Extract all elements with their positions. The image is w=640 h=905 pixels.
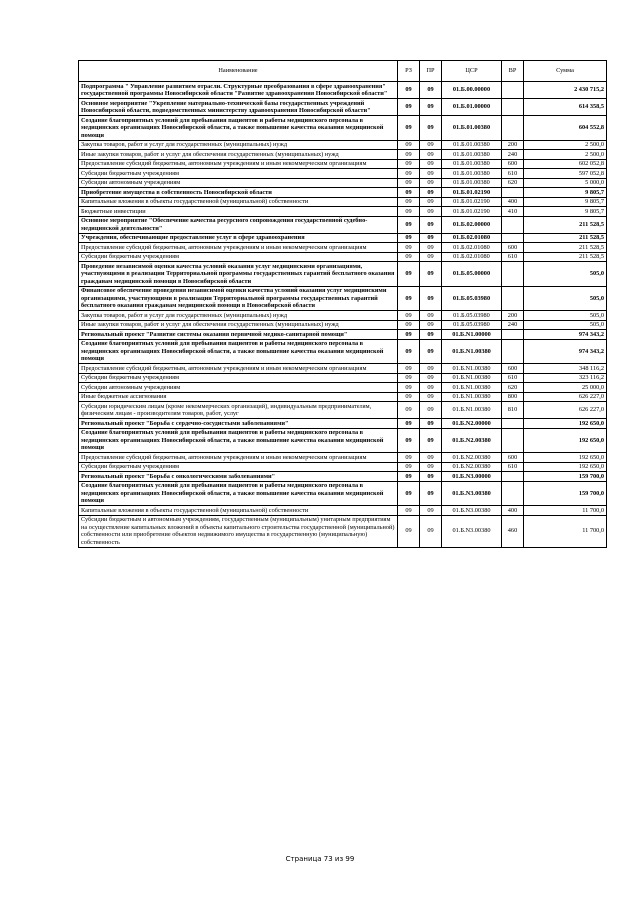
row-vr-cell: 240 (502, 150, 524, 160)
row-pr-cell: 09 (420, 159, 442, 169)
row-rz-cell: 09 (398, 159, 420, 169)
row-vr-cell (502, 419, 524, 429)
table-row (79, 383, 607, 393)
header-csr: ЦСР (442, 61, 502, 82)
row-vr-cell (502, 82, 524, 99)
row-csr-cell: 01.Б.01.00000 (442, 99, 502, 116)
row-vr-cell (502, 330, 524, 340)
row-rz-cell: 09 (398, 188, 420, 198)
row-csr-cell: 01.Б.01.00380 (442, 159, 502, 169)
row-rz-cell: 09 (398, 320, 420, 330)
row-vr-cell: 240 (502, 320, 524, 330)
row-csr-cell: 01.Б.N3.00380 (442, 515, 502, 547)
row-pr-cell: 09 (420, 82, 442, 99)
table-row (79, 216, 607, 233)
row-sum-cell: 505,0 (524, 286, 607, 311)
row-rz-cell: 09 (398, 364, 420, 374)
row-pr-cell: 09 (420, 311, 442, 321)
row-name-cell: Субсидии бюджетным учреждениям (79, 373, 398, 383)
table-row (79, 419, 607, 429)
row-csr-cell: 01.Б.N1.00380 (442, 392, 502, 402)
table-row (79, 262, 607, 287)
row-name-cell: Предоставление субсидий бюджетным, автономным учреждениям и иным некоммерческим организациям (79, 159, 398, 169)
row-name-cell: Создание благоприятных условий для пребывания пациентов и работы медицинского персонала в медицинских организациях Новосибирской области, а также повышение качества оказания медицинской помощи (79, 428, 398, 453)
row-csr-cell: 01.Б.01.00380 (442, 178, 502, 188)
table-row (79, 428, 607, 453)
row-name-cell: Региональный проект "Борьба с онкологическими заболеваниями" (79, 472, 398, 482)
row-rz-cell: 09 (398, 116, 420, 141)
table-row (79, 197, 607, 207)
row-vr-cell (502, 99, 524, 116)
row-sum-cell: 11 700,0 (524, 506, 607, 516)
row-pr-cell: 09 (420, 453, 442, 463)
row-sum-cell: 604 552,8 (524, 116, 607, 141)
row-csr-cell: 01.Б.N2.00380 (442, 462, 502, 472)
row-rz-cell: 09 (398, 419, 420, 429)
row-sum-cell: 2 500,0 (524, 150, 607, 160)
table-row (79, 453, 607, 463)
row-sum-cell: 9 805,7 (524, 188, 607, 198)
row-csr-cell: 01.Б.N2.00000 (442, 419, 502, 429)
row-csr-cell: 01.Б.N3.00380 (442, 506, 502, 516)
table-row (79, 311, 607, 321)
row-sum-cell: 9 805,7 (524, 207, 607, 217)
row-rz-cell: 09 (398, 506, 420, 516)
row-csr-cell: 01.Б.N1.00380 (442, 383, 502, 393)
row-csr-cell: 01.Б.02.00000 (442, 216, 502, 233)
header-rz: РЗ (398, 61, 420, 82)
row-vr-cell: 600 (502, 453, 524, 463)
row-rz-cell: 09 (398, 462, 420, 472)
row-name-cell: Субсидии бюджетным учреждениям (79, 169, 398, 179)
row-vr-cell (502, 481, 524, 506)
row-pr-cell: 09 (420, 233, 442, 243)
row-pr-cell: 09 (420, 197, 442, 207)
row-csr-cell: 01.Б.00.00000 (442, 82, 502, 99)
row-csr-cell: 01.Б.01.00380 (442, 140, 502, 150)
table-row (79, 506, 607, 516)
row-vr-cell: 600 (502, 159, 524, 169)
row-pr-cell: 09 (420, 364, 442, 374)
table-row (79, 169, 607, 179)
row-pr-cell: 09 (420, 428, 442, 453)
row-sum-cell: 974 343,2 (524, 339, 607, 364)
row-vr-cell (502, 286, 524, 311)
row-vr-cell: 620 (502, 178, 524, 188)
row-vr-cell: 810 (502, 402, 524, 419)
table-row (79, 472, 607, 482)
row-csr-cell: 01.Б.05.03980 (442, 311, 502, 321)
row-name-cell: Финансовое обеспечение проведения независимой оценки качества условий оказания услуг медицинскими организациями, участвующими в реализации Территориальной программы государственных гарантий бесплатного оказания гражданам медицинской помощи в Новосибирской области (79, 286, 398, 311)
row-pr-cell: 09 (420, 419, 442, 429)
row-rz-cell: 09 (398, 216, 420, 233)
row-name-cell: Региональный проект "Развитие системы оказания первичной медико-санитарной помощи" (79, 330, 398, 340)
table-row (79, 99, 607, 116)
row-rz-cell: 09 (398, 197, 420, 207)
row-sum-cell: 602 052,8 (524, 159, 607, 169)
row-sum-cell: 192 650,0 (524, 462, 607, 472)
row-sum-cell: 159 700,0 (524, 472, 607, 482)
row-rz-cell: 09 (398, 472, 420, 482)
row-rz-cell: 09 (398, 243, 420, 253)
row-name-cell: Капитальные вложения в объекты государственной (муниципальной) собственности (79, 506, 398, 516)
row-vr-cell (502, 428, 524, 453)
table-header-row (79, 61, 607, 82)
row-csr-cell: 01.Б.02.01080 (442, 252, 502, 262)
row-rz-cell: 09 (398, 481, 420, 506)
row-name-cell: Региональный проект "Борьба с сердечно-сосудистыми заболеваниями" (79, 419, 398, 429)
row-pr-cell: 09 (420, 243, 442, 253)
row-pr-cell: 09 (420, 188, 442, 198)
row-vr-cell: 600 (502, 243, 524, 253)
row-vr-cell: 200 (502, 311, 524, 321)
row-sum-cell: 626 227,0 (524, 402, 607, 419)
row-rz-cell: 09 (398, 169, 420, 179)
table-row (79, 116, 607, 141)
row-pr-cell: 09 (420, 150, 442, 160)
row-name-cell: Подпрограмма " Управление развитием отрасли. Структурные преобразования в сфере здравоохранения" государственной программы Новосибирской области "Развитие здравоохранения Новосибирской области" (79, 82, 398, 99)
table-row (79, 252, 607, 262)
row-csr-cell: 01.Б.N2.00380 (442, 428, 502, 453)
row-csr-cell: 01.Б.05.00000 (442, 262, 502, 287)
row-sum-cell: 211 528,5 (524, 243, 607, 253)
row-vr-cell: 460 (502, 515, 524, 547)
row-vr-cell: 410 (502, 207, 524, 217)
table-row (79, 481, 607, 506)
row-rz-cell: 09 (398, 453, 420, 463)
row-name-cell: Предоставление субсидий бюджетным, автономным учреждениям и иным некоммерческим организациям (79, 364, 398, 374)
row-name-cell: Предоставление субсидий бюджетным, автономным учреждениям и иным некоммерческим организациям (79, 453, 398, 463)
table-row (79, 178, 607, 188)
row-sum-cell: 11 700,0 (524, 515, 607, 547)
row-pr-cell: 09 (420, 330, 442, 340)
row-pr-cell: 09 (420, 402, 442, 419)
row-csr-cell: 01.Б.01.00380 (442, 169, 502, 179)
table-row (79, 330, 607, 340)
row-vr-cell (502, 472, 524, 482)
row-rz-cell: 09 (398, 286, 420, 311)
row-pr-cell: 09 (420, 140, 442, 150)
row-sum-cell: 192 650,0 (524, 453, 607, 463)
row-name-cell: Субсидии бюджетным и автономным учреждениям, государственным (муниципальным) унитарным предприятиям на осуществление капитальных вложений в объекты капитального строительства государственной (муниципальной) собственности или приобретение объектов недвижимого имущества в государственную (муниципальную) собственность (79, 515, 398, 547)
budget-table (78, 60, 607, 548)
row-csr-cell: 01.Б.01.00380 (442, 116, 502, 141)
row-vr-cell (502, 339, 524, 364)
row-csr-cell: 01.Б.05.03980 (442, 320, 502, 330)
row-csr-cell: 01.Б.02.01080 (442, 233, 502, 243)
row-rz-cell: 09 (398, 262, 420, 287)
header-name: Наименование (79, 61, 398, 82)
row-sum-cell: 192 650,0 (524, 419, 607, 429)
row-rz-cell: 09 (398, 150, 420, 160)
row-pr-cell: 09 (420, 481, 442, 506)
row-vr-cell: 800 (502, 392, 524, 402)
table-row (79, 402, 607, 419)
row-vr-cell: 200 (502, 140, 524, 150)
row-sum-cell: 614 358,5 (524, 99, 607, 116)
row-sum-cell: 323 116,2 (524, 373, 607, 383)
row-pr-cell: 09 (420, 339, 442, 364)
row-name-cell: Иные закупки товаров, работ и услуг для обеспечения государственных (муниципальных) нужд (79, 320, 398, 330)
row-pr-cell: 09 (420, 178, 442, 188)
table-row (79, 140, 607, 150)
row-rz-cell: 09 (398, 373, 420, 383)
row-csr-cell: 01.Б.01.00380 (442, 150, 502, 160)
row-rz-cell: 09 (398, 383, 420, 393)
row-pr-cell: 09 (420, 506, 442, 516)
row-pr-cell: 09 (420, 216, 442, 233)
row-pr-cell: 09 (420, 169, 442, 179)
row-pr-cell: 09 (420, 515, 442, 547)
row-pr-cell: 09 (420, 99, 442, 116)
row-pr-cell: 09 (420, 320, 442, 330)
row-vr-cell: 620 (502, 383, 524, 393)
row-vr-cell (502, 262, 524, 287)
row-rz-cell: 09 (398, 140, 420, 150)
table-row (79, 243, 607, 253)
row-pr-cell: 09 (420, 373, 442, 383)
row-sum-cell: 211 528,5 (524, 216, 607, 233)
row-name-cell: Субсидии автономным учреждениям (79, 178, 398, 188)
row-sum-cell: 211 528,5 (524, 233, 607, 243)
row-sum-cell: 5 000,0 (524, 178, 607, 188)
row-name-cell: Предоставление субсидий бюджетным, автономным учреждениям и иным некоммерческим организациям (79, 243, 398, 253)
row-csr-cell: 01.Б.02.01080 (442, 243, 502, 253)
row-name-cell: Приобретение имущества в собственность Новосибирской области (79, 188, 398, 198)
table-row (79, 159, 607, 169)
row-rz-cell: 09 (398, 339, 420, 364)
row-sum-cell: 192 650,0 (524, 428, 607, 453)
row-csr-cell: 01.Б.05.03980 (442, 286, 502, 311)
row-rz-cell: 09 (398, 515, 420, 547)
row-rz-cell: 09 (398, 82, 420, 99)
row-pr-cell: 09 (420, 116, 442, 141)
row-sum-cell: 348 116,2 (524, 364, 607, 374)
table-row (79, 364, 607, 374)
row-name-cell: Иные бюджетные ассигнования (79, 392, 398, 402)
row-name-cell: Создание благоприятных условий для пребывания пациентов и работы медицинского персонала в медицинских организациях Новосибирской области, а также повышение качества оказания медицинской помощи (79, 339, 398, 364)
table-body (79, 82, 607, 548)
row-csr-cell: 01.Б.N1.00380 (442, 373, 502, 383)
row-rz-cell: 09 (398, 392, 420, 402)
header-vr: ВР (502, 61, 524, 82)
table-row (79, 207, 607, 217)
row-vr-cell: 400 (502, 506, 524, 516)
row-rz-cell: 09 (398, 233, 420, 243)
row-sum-cell: 2 430 715,2 (524, 82, 607, 99)
row-pr-cell: 09 (420, 286, 442, 311)
row-name-cell: Основное мероприятие "Укрепление материально-технической базы государственных учреждений Новосибирской области, подведомственных министерству здравоохранения Новосибирской области" (79, 99, 398, 116)
row-vr-cell: 610 (502, 169, 524, 179)
row-sum-cell: 25 000,0 (524, 383, 607, 393)
row-pr-cell: 09 (420, 383, 442, 393)
table-row (79, 515, 607, 547)
row-vr-cell (502, 233, 524, 243)
row-pr-cell: 09 (420, 262, 442, 287)
row-rz-cell: 09 (398, 252, 420, 262)
row-name-cell: Создание благоприятных условий для пребывания пациентов и работы медицинского персонала в медицинских организациях Новосибирской области, а также повышение качества оказания медицинской помощи (79, 481, 398, 506)
table-row (79, 373, 607, 383)
row-vr-cell: 610 (502, 252, 524, 262)
row-csr-cell: 01.Б.N2.00380 (442, 453, 502, 463)
row-sum-cell: 211 528,5 (524, 252, 607, 262)
row-rz-cell: 09 (398, 99, 420, 116)
row-name-cell: Капитальные вложения в объекты государственной (муниципальной) собственности (79, 197, 398, 207)
table-row (79, 233, 607, 243)
row-pr-cell: 09 (420, 462, 442, 472)
row-name-cell: Субсидии бюджетным учреждениям (79, 252, 398, 262)
row-csr-cell: 01.Б.N1.00380 (442, 339, 502, 364)
table-row (79, 150, 607, 160)
row-csr-cell: 01.Б.N3.00380 (442, 481, 502, 506)
row-vr-cell: 610 (502, 373, 524, 383)
row-name-cell: Бюджетные инвестиции (79, 207, 398, 217)
row-csr-cell: 01.Б.N1.00380 (442, 402, 502, 419)
table-row (79, 462, 607, 472)
row-sum-cell: 159 700,0 (524, 481, 607, 506)
row-name-cell: Закупка товаров, работ и услуг для государственных (муниципальных) нужд (79, 311, 398, 321)
row-csr-cell: 01.Б.N1.00000 (442, 330, 502, 340)
table-row (79, 320, 607, 330)
row-pr-cell: 09 (420, 392, 442, 402)
row-name-cell: Закупка товаров, работ и услуг для государственных (муниципальных) нужд (79, 140, 398, 150)
row-rz-cell: 09 (398, 207, 420, 217)
table-row (79, 339, 607, 364)
row-rz-cell: 09 (398, 402, 420, 419)
row-csr-cell: 01.Б.01.02190 (442, 207, 502, 217)
table-row (79, 82, 607, 99)
row-csr-cell: 01.Б.01.02190 (442, 197, 502, 207)
row-sum-cell: 505,0 (524, 311, 607, 321)
row-sum-cell: 505,0 (524, 262, 607, 287)
row-sum-cell: 505,0 (524, 320, 607, 330)
row-vr-cell: 400 (502, 197, 524, 207)
row-pr-cell: 09 (420, 472, 442, 482)
table-row (79, 188, 607, 198)
row-rz-cell: 09 (398, 311, 420, 321)
row-name-cell: Субсидии автономным учреждениям (79, 383, 398, 393)
row-rz-cell: 09 (398, 428, 420, 453)
row-csr-cell: 01.Б.N3.00000 (442, 472, 502, 482)
row-sum-cell: 9 805,7 (524, 197, 607, 207)
row-rz-cell: 09 (398, 330, 420, 340)
row-name-cell: Субсидии юридическим лицам (кроме некоммерческих организаций), индивидуальным предпринимателям, физическим лицам - производителям товаров, работ, услуг (79, 402, 398, 419)
header-sum: Сумма (524, 61, 607, 82)
row-csr-cell: 01.Б.N1.00380 (442, 364, 502, 374)
page-number: Страница 73 из 99 (285, 855, 355, 863)
table-row (79, 392, 607, 402)
row-name-cell: Основное мероприятие "Обеспечение качества ресурсного сопровождения государственной судебно-медицинской деятельности" (79, 216, 398, 233)
row-vr-cell: 610 (502, 462, 524, 472)
row-sum-cell: 974 343,2 (524, 330, 607, 340)
row-sum-cell: 626 227,0 (524, 392, 607, 402)
row-name-cell: Субсидии бюджетным учреждениям (79, 462, 398, 472)
row-vr-cell (502, 116, 524, 141)
row-pr-cell: 09 (420, 252, 442, 262)
header-pr: ПР (420, 61, 442, 82)
row-pr-cell: 09 (420, 207, 442, 217)
row-sum-cell: 2 500,0 (524, 140, 607, 150)
table-row (79, 286, 607, 311)
row-vr-cell (502, 216, 524, 233)
row-name-cell: Иные закупки товаров, работ и услуг для обеспечения государственных (муниципальных) нужд (79, 150, 398, 160)
row-name-cell: Проведение независимой оценки качества условий оказания услуг медицинскими организациями, участвующими в реализации Территориальной программы государственных гарантий бесплатного оказания гражданам медицинской помощи в Новосибирской области (79, 262, 398, 287)
row-vr-cell (502, 188, 524, 198)
row-vr-cell: 600 (502, 364, 524, 374)
row-name-cell: Учреждения, обеспечивающие предоставление услуг в сфере здравоохранения (79, 233, 398, 243)
row-sum-cell: 597 052,8 (524, 169, 607, 179)
row-csr-cell: 01.Б.01.02190 (442, 188, 502, 198)
row-rz-cell: 09 (398, 178, 420, 188)
row-name-cell: Создание благоприятных условий для пребывания пациентов и работы медицинского персонала в медицинских организациях Новосибирской области, а также повышение качества оказания медицинской помощи (79, 116, 398, 141)
